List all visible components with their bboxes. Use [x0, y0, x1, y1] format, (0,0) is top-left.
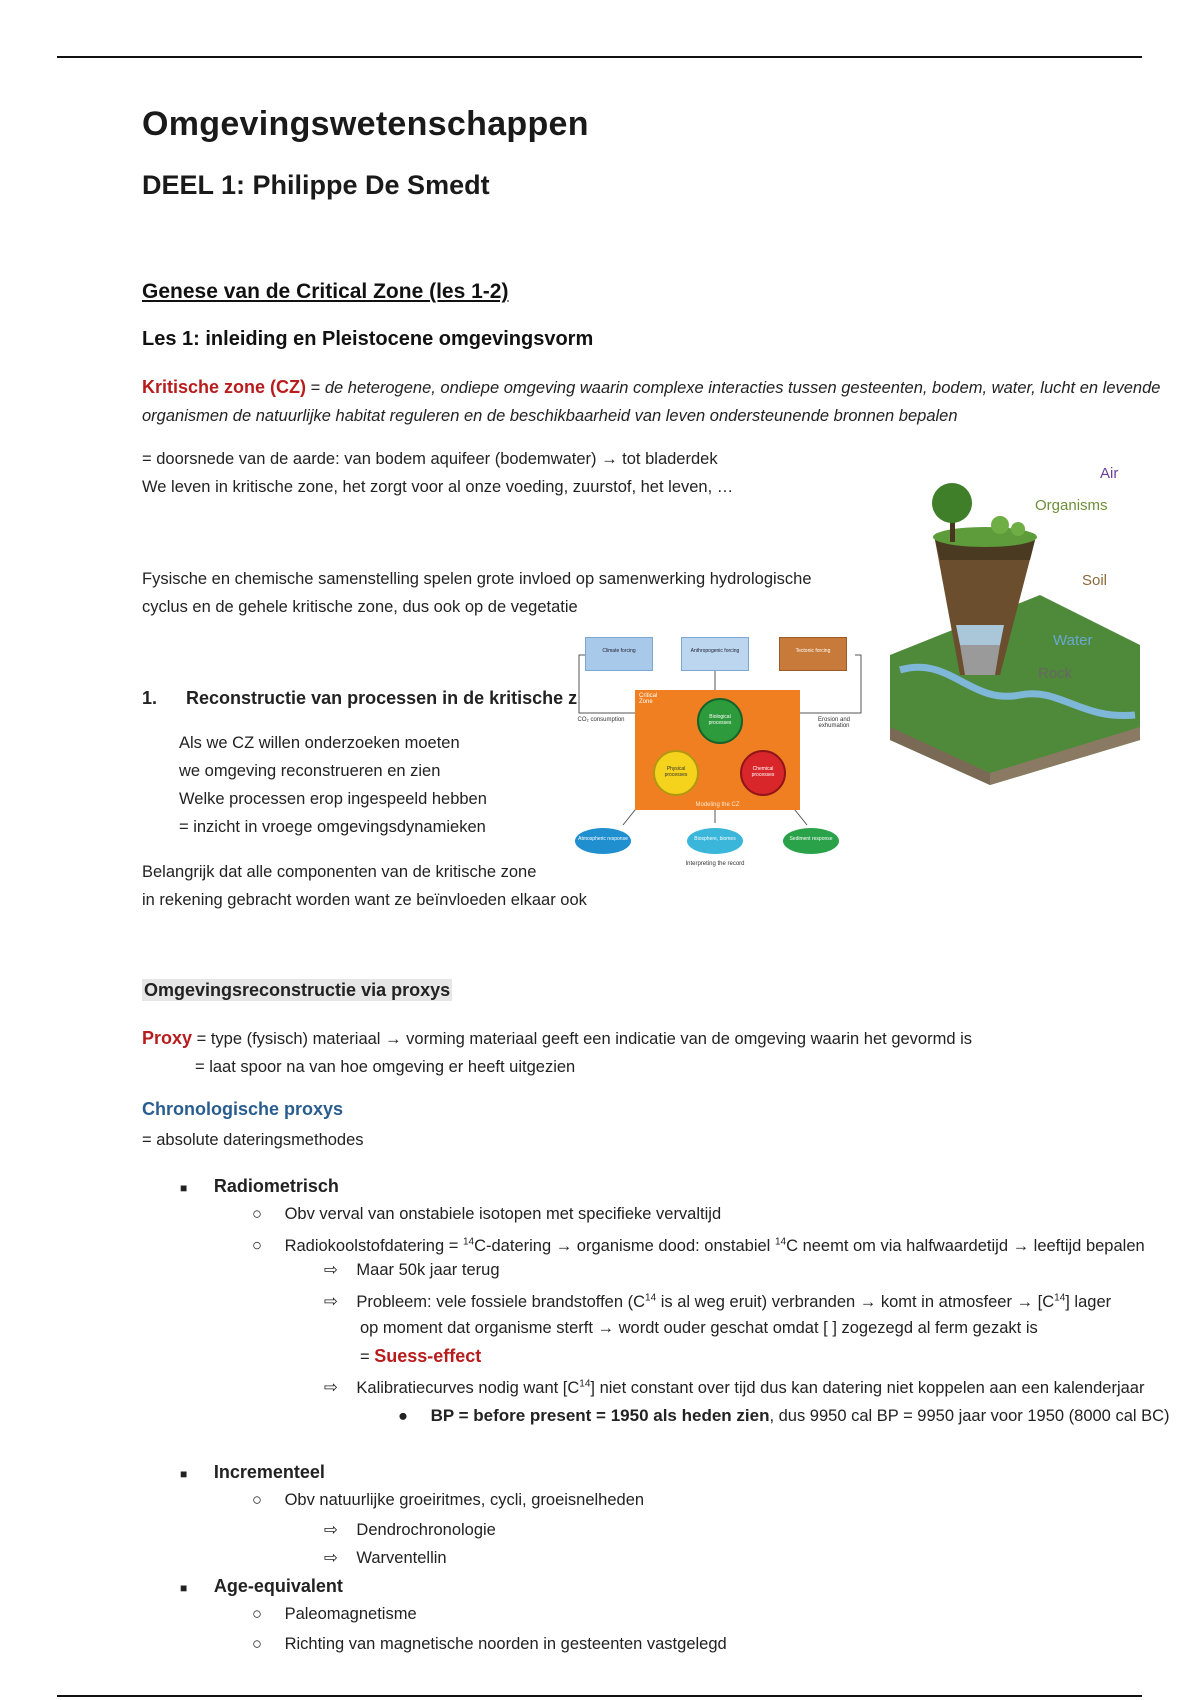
dot-bullet-icon: ● — [398, 1407, 408, 1425]
square-bullet-icon: ■ — [180, 1467, 188, 1481]
list-item — [324, 1284, 1111, 1316]
diagram-top-box-anthropogenic — [681, 637, 749, 671]
a2-b: is al weg eruit) verbranden → komt in atmosfeer → [C — [656, 1292, 1055, 1311]
proxy-line-2: = laat spoor na van hoe omgeving er heeft uitgezien — [195, 1058, 576, 1076]
diagram-center-box — [635, 690, 800, 810]
fysisch-text — [142, 565, 812, 621]
proxy-term: Proxy — [142, 1028, 193, 1048]
cz-eq: = — [306, 379, 325, 397]
top-rule — [57, 56, 1142, 58]
r2-c: C neemt om via halfwaardetijd → leeftijd bepalen — [786, 1236, 1145, 1255]
square-bullet-icon: ■ — [180, 1181, 188, 1195]
circle-bullet-icon: ○ — [252, 1205, 262, 1223]
arrow-bullet-icon: ⇨ — [324, 1292, 338, 1311]
list-item — [324, 1256, 500, 1284]
bottom-rule — [57, 1695, 1142, 1697]
cz-label-air: Air — [1100, 465, 1119, 482]
list-text: Dendrochronologie — [356, 1521, 496, 1539]
list-text: Warventellin — [356, 1549, 447, 1567]
a2-sup: 14 — [645, 1292, 657, 1303]
square-bullet-icon: ■ — [180, 1581, 188, 1595]
list-text — [285, 1237, 1145, 1255]
reconstruction-line: Welke processen erop ingespeeld hebben — [179, 790, 487, 808]
arrow-bullet-icon: ⇨ — [324, 1549, 338, 1567]
belangrijk-line-2: in rekening gebracht worden want ze beïnvloeden elkaar ook — [142, 891, 587, 909]
cz-term: Kritische zone (CZ) — [142, 377, 307, 397]
circle-bullet-icon: ○ — [252, 1605, 262, 1623]
list-incrementeel — [180, 1458, 325, 1488]
list-item — [252, 1486, 644, 1514]
diagram-top-box-climate — [585, 637, 653, 671]
suess-eq: = — [360, 1348, 375, 1366]
arrow-bullet-icon: ⇨ — [324, 1261, 338, 1279]
reconstruction-line: = inzicht in vroege omgevingsdynamieken — [179, 818, 486, 836]
proxys-heading — [142, 980, 452, 1001]
list-item — [398, 1402, 1170, 1430]
reconstruction-heading — [142, 688, 577, 709]
diagram-bottom-label: Sediment response — [789, 836, 833, 842]
diagram-record-label: Interpreting the record — [685, 861, 745, 867]
page-subtitle: DEEL 1: Philippe De Smedt — [142, 170, 490, 200]
diagram-modeling-label: Modeling the CZ — [695, 802, 740, 808]
diagram-left-label: CO₂ consumption — [577, 717, 625, 723]
reconstruction-line: Als we CZ willen onderzoeken moeten — [179, 734, 460, 752]
r2-sup2: 14 — [774, 1236, 787, 1247]
cz-definition — [142, 373, 1182, 430]
r2-a: Radiokoolstofdatering = — [284, 1236, 463, 1255]
list-item — [324, 1516, 496, 1544]
cz-def-1: de heterogene, ondiepe omgeving waarin complexe interacties tussen gesteenten, bodem, water, lucht en levende — [324, 379, 1161, 397]
proxys-heading-text: Omgevingsreconstructie via proxys — [144, 980, 451, 1000]
list-text: Paleomagnetisme — [284, 1605, 417, 1623]
lesson-heading: Les 1: inleiding en Pleistocene omgevingsvorm — [142, 328, 594, 350]
list-heading: Age-equivalent — [213, 1576, 343, 1596]
reconstruction-title: Reconstructie van processen in de kritische z — [186, 688, 578, 708]
reconstruction-number: 1. — [142, 688, 158, 708]
circle-bullet-icon: ○ — [252, 1635, 262, 1653]
list-text — [356, 1379, 1144, 1397]
a3-b: ] niet constant over tijd dus kan datering niet koppelen aan een kalenderjaar — [590, 1378, 1145, 1397]
list-item — [252, 1630, 727, 1658]
list-item — [252, 1228, 1145, 1260]
list-heading: Radiometrisch — [213, 1176, 339, 1196]
page-title: Omgevingswetenschappen — [142, 105, 589, 143]
proxy-definition — [142, 1024, 972, 1081]
diagram-center-label: Critical Zone — [639, 693, 658, 705]
cz-label-rock: Rock — [1038, 665, 1073, 682]
diagram-circle-label: Chemical processes — [751, 766, 775, 778]
a2-sup2: 14 — [1054, 1292, 1066, 1303]
critical-zone-figure — [890, 455, 1140, 785]
a2-c: ] lager — [1065, 1292, 1112, 1311]
belangrijk-text — [142, 858, 587, 914]
a2-a: Probleem: vele fossiele brandstoffen (C — [356, 1292, 646, 1311]
diagram-bottom-biosphere — [687, 828, 743, 854]
diagram-right-label: Erosion and exhumation — [817, 717, 851, 729]
list-heading: Incrementeel — [213, 1462, 325, 1482]
list-text — [356, 1293, 1111, 1311]
line-fysisch-2: cyclus en de gehele kritische zone, dus ook op de vegetatie — [142, 598, 578, 616]
chrono-heading: Chronologische proxys — [142, 1099, 344, 1119]
diagram-top-box-label: Tectonic forcing — [795, 648, 831, 654]
r2-sup1: 14 — [462, 1236, 475, 1247]
list-text: Richting van magnetische noorden in gesteenten vastgelegd — [284, 1635, 727, 1653]
line-fysisch-1: Fysische en chemische samenstelling spelen grote invloed op samenwerking hydrologische — [142, 570, 812, 588]
diagram-bottom-label: Biosphere, biomes — [694, 836, 736, 842]
diagram-bottom-sediment — [783, 828, 839, 854]
diagram-bottom-label: Atmospheric response — [578, 836, 628, 842]
section-heading: Genese van de Critical Zone (les 1-2) — [142, 280, 509, 303]
cz-label-organisms: Organisms — [1035, 497, 1108, 514]
diagram-bottom-atmospheric — [575, 828, 631, 854]
belangrijk-line-1: Belangrijk dat alle componenten van de kritische zone — [142, 863, 537, 881]
list-item — [252, 1600, 417, 1628]
cz-label-soil: Soil — [1082, 572, 1108, 589]
diagram-top-box-label: Anthropogenic forcing — [690, 648, 740, 654]
proxy-line-1: = type (fysisch) materiaal → vorming materiaal geeft een indicatie van de omgeving waarin het gevormd is — [192, 1030, 973, 1048]
a3-sup: 14 — [579, 1378, 591, 1389]
line-leven: We leven in kritische zone, het zorgt voor al onze voeding, zuurstof, het leven, … — [142, 478, 734, 496]
bp-bold: BP = before present = 1950 als heden zien — [430, 1406, 770, 1425]
cz-process-diagram — [575, 635, 865, 885]
line-doorsnede: = doorsnede van de aarde: van bodem aquifeer (bodemwater) → tot bladerdek — [142, 450, 718, 468]
list-continuation: op moment dat organisme sterft → wordt ouder geschat omdat [ ] zogezegd al ferm gezakt is — [360, 1319, 1038, 1337]
list-text: Maar 50k jaar terug — [356, 1261, 500, 1279]
list-text: Obv natuurlijke groeiritmes, cycli, groeisnelheden — [284, 1491, 645, 1509]
diagram-circle-physical — [653, 750, 699, 796]
chrono-definition: = absolute dateringsmethodes — [142, 1131, 364, 1149]
diagram-top-box-tectonic — [779, 637, 847, 671]
cz-def-2: organismen de natuurlijke habitat reguleren en de beschikbaarheid van leven ondersteunende bronnen bepalen — [142, 407, 958, 425]
circle-bullet-icon: ○ — [252, 1236, 262, 1255]
diagram-top-box-label: Climate forcing — [602, 648, 636, 654]
list-item — [324, 1370, 1144, 1402]
a3-a: Kalibratiecurves nodig want [C — [356, 1378, 580, 1397]
diagram-circle-label: Biological processes — [708, 714, 732, 726]
reconstruction-line: we omgeving reconstrueren en zien — [179, 762, 441, 780]
suess-line — [360, 1342, 481, 1371]
list-text — [431, 1407, 1170, 1425]
arrow-bullet-icon: ⇨ — [324, 1378, 338, 1397]
diagram-circle-biological — [697, 698, 743, 744]
list-radiometrisch — [180, 1172, 339, 1202]
arrow-bullet-icon: ⇨ — [324, 1521, 338, 1539]
doorsnede-text — [142, 445, 733, 501]
bp-rest: , dus 9950 cal BP = 9950 jaar voor 1950 (8000 cal BC) — [769, 1407, 1170, 1425]
list-text: Obv verval van onstabiele isotopen met specifieke vervaltijd — [284, 1205, 722, 1223]
diagram-circle-label: Physical processes — [664, 766, 688, 778]
list-item — [252, 1200, 721, 1228]
suess-effect: Suess-effect — [374, 1346, 482, 1366]
r2-b: C-datering → organisme dood: onstabiel — [474, 1236, 775, 1255]
circle-bullet-icon: ○ — [252, 1491, 262, 1509]
diagram-circle-chemical — [740, 750, 786, 796]
list-age-equivalent — [180, 1572, 343, 1602]
reconstruction-lines — [179, 729, 487, 841]
list-item — [324, 1544, 447, 1572]
cz-label-water: Water — [1053, 632, 1093, 649]
